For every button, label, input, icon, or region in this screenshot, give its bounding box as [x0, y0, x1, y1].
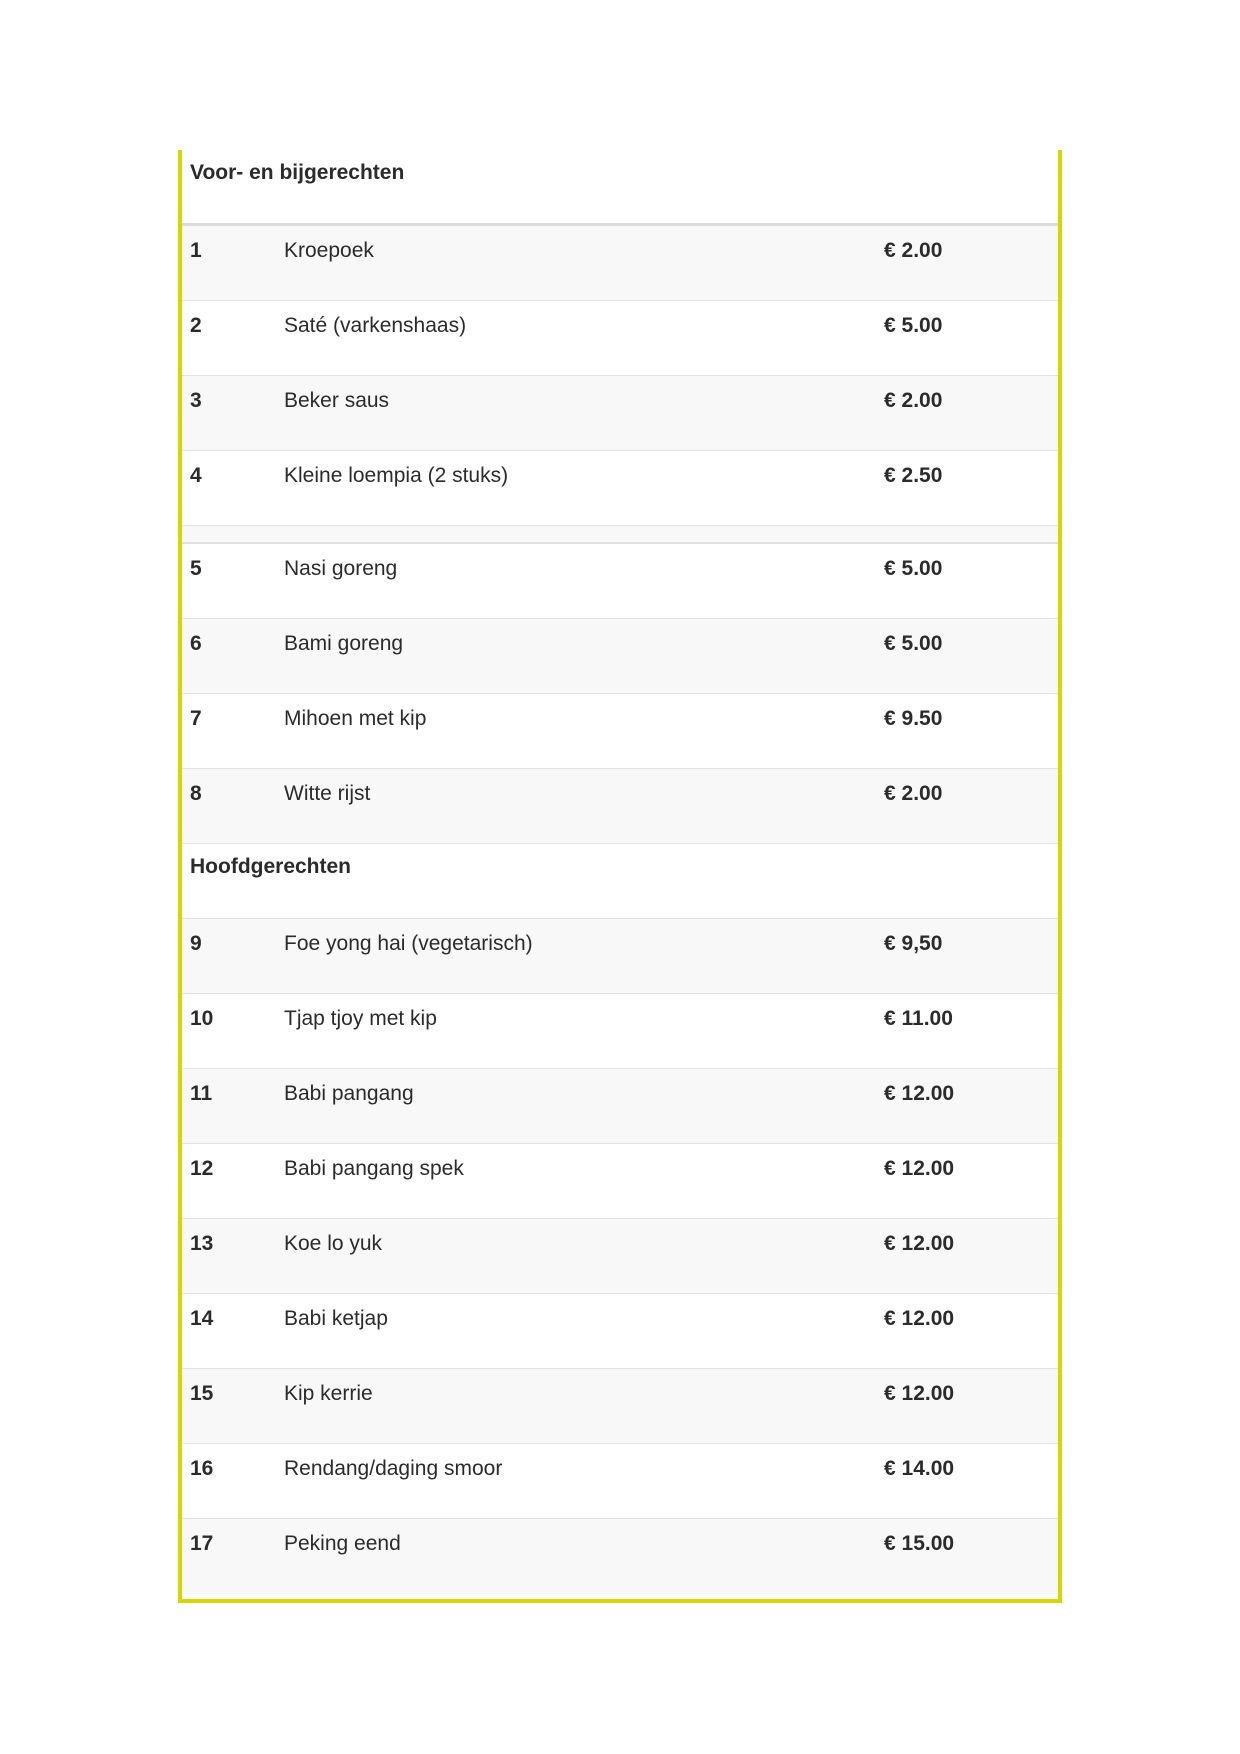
item-name: Rendang/daging smoor: [284, 1457, 503, 1480]
table-row: [182, 1069, 1058, 1144]
item-name: Tjap tjoy met kip: [284, 1007, 437, 1030]
item-number: 3: [190, 389, 202, 412]
table-row: [182, 544, 1058, 619]
item-number: 12: [190, 1157, 214, 1180]
table-row: [182, 1519, 1058, 1594]
row-spacer: [182, 526, 1058, 544]
table-row: [182, 376, 1058, 451]
item-name: Beker saus: [284, 389, 390, 412]
item-number: 6: [190, 632, 202, 655]
item-number: 14: [190, 1307, 214, 1330]
item-price: € 14.00: [884, 1457, 955, 1480]
section-title: Hoofdgerechten: [190, 855, 352, 878]
item-name: Peking eend: [284, 1532, 401, 1555]
item-name: Babi pangang: [284, 1082, 414, 1105]
item-price: € 12.00: [884, 1232, 955, 1255]
item-price: € 11.00: [884, 1007, 953, 1030]
item-name: Kleine loempia (2 stuks): [284, 464, 509, 487]
table-row: [182, 994, 1058, 1069]
table-row: [182, 1444, 1058, 1519]
item-price: € 12.00: [884, 1157, 955, 1180]
item-number: 10: [190, 1007, 214, 1030]
item-price: € 5.00: [884, 632, 943, 655]
item-price: € 2.00: [884, 389, 943, 412]
item-name: Mihoen met kip: [284, 707, 427, 730]
item-price: € 5.00: [884, 314, 943, 337]
table-row: [182, 769, 1058, 844]
item-number: 4: [190, 464, 202, 487]
item-number: 17: [190, 1532, 214, 1555]
item-name: Saté (varkenshaas): [284, 314, 467, 337]
item-price: € 9,50: [884, 932, 943, 955]
item-number: 15: [190, 1382, 214, 1405]
table-row: [182, 301, 1058, 376]
table-row: [182, 619, 1058, 694]
item-name: Babi pangang spek: [284, 1157, 464, 1180]
item-number: 2: [190, 314, 202, 337]
item-price: € 12.00: [884, 1382, 955, 1405]
item-price: € 2.50: [884, 464, 943, 487]
table-row: [182, 919, 1058, 994]
item-name: Bami goreng: [284, 632, 404, 655]
item-price: € 2.00: [884, 782, 943, 805]
item-number: 5: [190, 557, 202, 580]
item-name: Koe lo yuk: [284, 1232, 383, 1255]
item-number: 1: [190, 239, 202, 262]
item-price: € 12.00: [884, 1082, 955, 1105]
section-title: Voor- en bijgerechten: [190, 161, 405, 184]
section-header: [182, 150, 1058, 226]
item-number: 9: [190, 932, 202, 955]
item-number: 7: [190, 707, 202, 730]
table-row: [182, 694, 1058, 769]
item-number: 16: [190, 1457, 214, 1480]
item-price: € 9.50: [884, 707, 943, 730]
item-name: Kroepoek: [284, 239, 374, 262]
item-price: € 2.00: [884, 239, 943, 262]
item-price: € 12.00: [884, 1307, 955, 1330]
item-name: Kip kerrie: [284, 1382, 373, 1405]
table-row: [182, 1369, 1058, 1444]
item-price: € 5.00: [884, 557, 943, 580]
item-name: Witte rijst: [284, 782, 371, 805]
item-number: 13: [190, 1232, 214, 1255]
section-header: [182, 844, 1058, 919]
item-number: 8: [190, 782, 202, 805]
item-name: Babi ketjap: [284, 1307, 388, 1330]
item-number: 11: [190, 1082, 213, 1105]
item-name: Nasi goreng: [284, 557, 398, 580]
menu-table: [178, 150, 1062, 1603]
item-price: € 15.00: [884, 1532, 955, 1555]
table-row: [182, 451, 1058, 526]
table-row: [182, 1144, 1058, 1219]
table-row: [182, 1294, 1058, 1369]
table-row: [182, 226, 1058, 301]
table-row: [182, 1219, 1058, 1294]
item-name: Foe yong hai (vegetarisch): [284, 932, 533, 955]
